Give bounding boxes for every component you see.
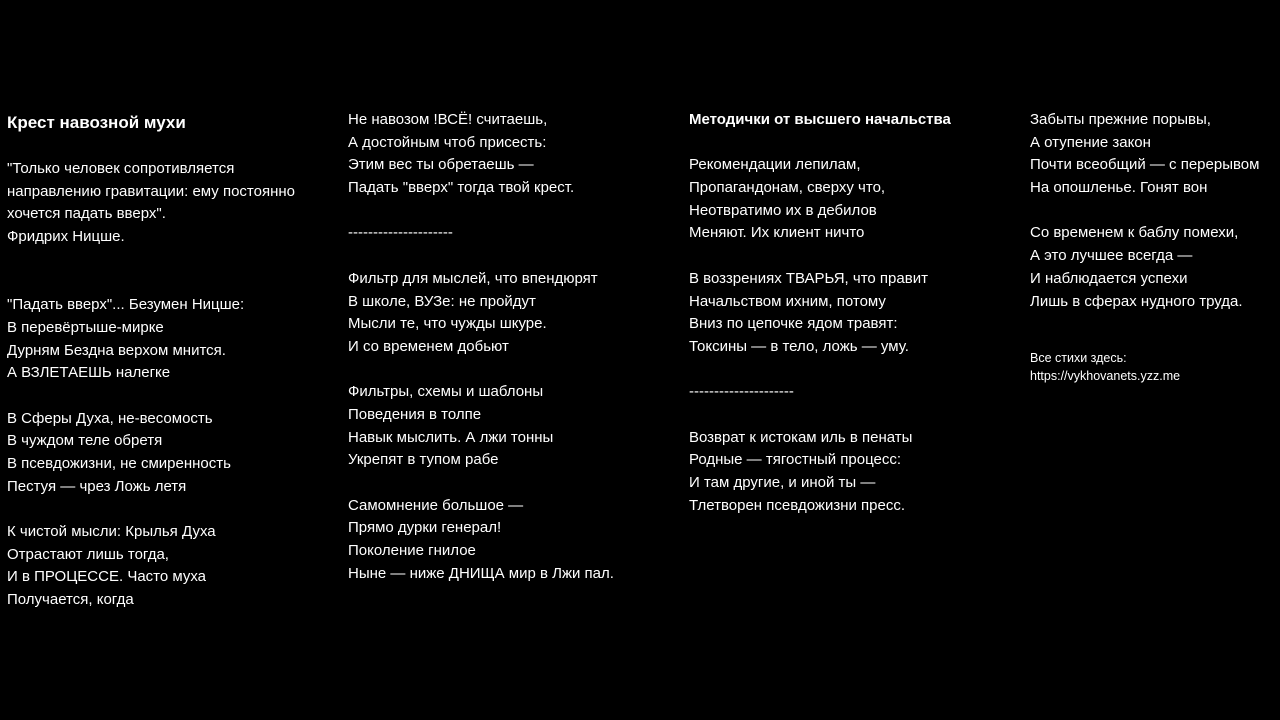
verse-line: Ныне — ниже ДНИЩА мир в Лжи пал. (348, 564, 614, 582)
verse-line: Пестуя — чрез Ложь летя (7, 477, 187, 495)
verse-line: А ВЗЛЕТАЕШЬ налегке (7, 364, 171, 382)
verse-line: И со временем добьют (348, 337, 509, 355)
verse-line: Поколение гнилое (348, 542, 476, 560)
verse-line: В школе, ВУЗе: не пройдут (348, 292, 536, 310)
stanza (1030, 222, 1259, 313)
verse-line: К чистой мысли: Крылья Духа (7, 523, 216, 540)
verse-line: Навык мыслить. А лжи тонны (348, 428, 554, 446)
poem-column-1 (7, 109, 295, 612)
poems-link[interactable]: https://vykhovanets.yzz.me (1030, 368, 1181, 383)
verse-line: И наблюдается успехи (1030, 269, 1188, 287)
verse-line: Лишь в сферах нудного труда. (1030, 292, 1243, 310)
verse-line: Родные — тягостный процесс: (689, 451, 902, 469)
poem-column-3 (689, 109, 951, 517)
verse-line: Прямо дурки генерал! (348, 519, 502, 537)
verse-line: В перевёртыше-мирке (7, 318, 164, 336)
epigraph-line: направлению гравитации: ему постоянно (7, 182, 295, 200)
stanza (689, 268, 951, 359)
verse-line: Отрастают лишь тогда, (7, 545, 169, 563)
verse-line: В Сферы Духа, не-весомость (7, 409, 213, 427)
stanza (689, 427, 951, 518)
stanza (7, 521, 295, 612)
verse-line: Возврат к истокам иль в пенаты (689, 428, 913, 446)
epigraph-line: "Только человек сопротивляется (7, 160, 235, 177)
verse-line: Мысли те, что чужды шкуре. (348, 315, 547, 333)
verse-line: Самомнение большое — (348, 496, 524, 514)
verse-line: Начальством ихним, потому (689, 292, 886, 310)
verse-line: Рекомендации лепилам, (689, 156, 861, 174)
verse-line: Забыты прежние порывы, (1030, 111, 1211, 128)
verse-line: Тлетворен псевдожизни пресс. (689, 496, 906, 514)
verse-line: Получается, когда (7, 591, 134, 609)
separator: --------------------- (348, 224, 453, 242)
stanza (7, 408, 295, 499)
epigraph (7, 158, 295, 249)
verse-line: "Падать вверх"... Безумен Ницше: (7, 296, 245, 314)
verse-line: В воззрениях ТВАРЬЯ, что правит (689, 269, 928, 287)
epigraph-line: хочется падать вверх". (7, 205, 166, 223)
verse-line: Поведения в толпе (348, 405, 482, 423)
stanza (689, 154, 951, 245)
stanza (7, 294, 295, 385)
verse-line: Пропагандонам, сверху что, (689, 179, 886, 197)
poem-column-4 (1030, 109, 1259, 385)
verse-line: Почти всеобщий — с перерывом (1030, 156, 1260, 174)
verse-line: Дурням Бездна верхом мнится. (7, 341, 226, 359)
verse-line: А это лучшее всегда — (1030, 247, 1193, 265)
verse-line: Со временем к баблу помехи, (1030, 224, 1239, 242)
stanza (1030, 109, 1259, 200)
stanza (348, 495, 614, 586)
epigraph-author: Фридрих Ницше. (7, 228, 125, 246)
verse-line: И в ПРОЦЕССЕ. Часто муха (7, 568, 207, 586)
verse-line: На опошленье. Гонят вон (1030, 179, 1208, 197)
verse-line: Не навозом !ВСЁ! считаешь, (348, 111, 548, 128)
verse-line: Токсины — в тело, ложь — уму. (689, 337, 909, 355)
verse-line: В псевдожизни, не смиренность (7, 454, 231, 472)
verse-line: Падать "вверх" тогда твой крест. (348, 179, 575, 197)
poem-title-metodichki: Методички от высшего начальства (689, 111, 951, 128)
stanza (348, 268, 614, 359)
verse-line: Укрепят в тупом рабе (348, 451, 499, 469)
poem-column-2 (348, 109, 614, 585)
verse-line: И там другие, и иной ты — (689, 474, 876, 491)
verse-line: А достойным чтоб присесть: (348, 133, 547, 151)
verse-line: Этим вес ты обретаешь — (348, 156, 534, 174)
poem-title-krest: Крест навозной мухи (7, 113, 186, 132)
separator: --------------------- (689, 383, 794, 401)
note-label: Все стихи здесь: (1030, 350, 1127, 365)
verse-line: Фильтр для мыслей, что впендюрят (348, 269, 598, 287)
verse-line: Неотвратимо их в дебилов (689, 201, 877, 219)
verse-line: А отупение закон (1030, 133, 1151, 151)
stanza (348, 109, 614, 200)
verse-line: В чуждом теле обретя (7, 432, 163, 450)
verse-line: Фильтры, схемы и шаблоны (348, 383, 544, 401)
stanza (348, 381, 614, 472)
verse-line: Меняют. Их клиент ничто (689, 224, 865, 242)
verse-line: Вниз по цепочке ядом травят: (689, 315, 898, 333)
